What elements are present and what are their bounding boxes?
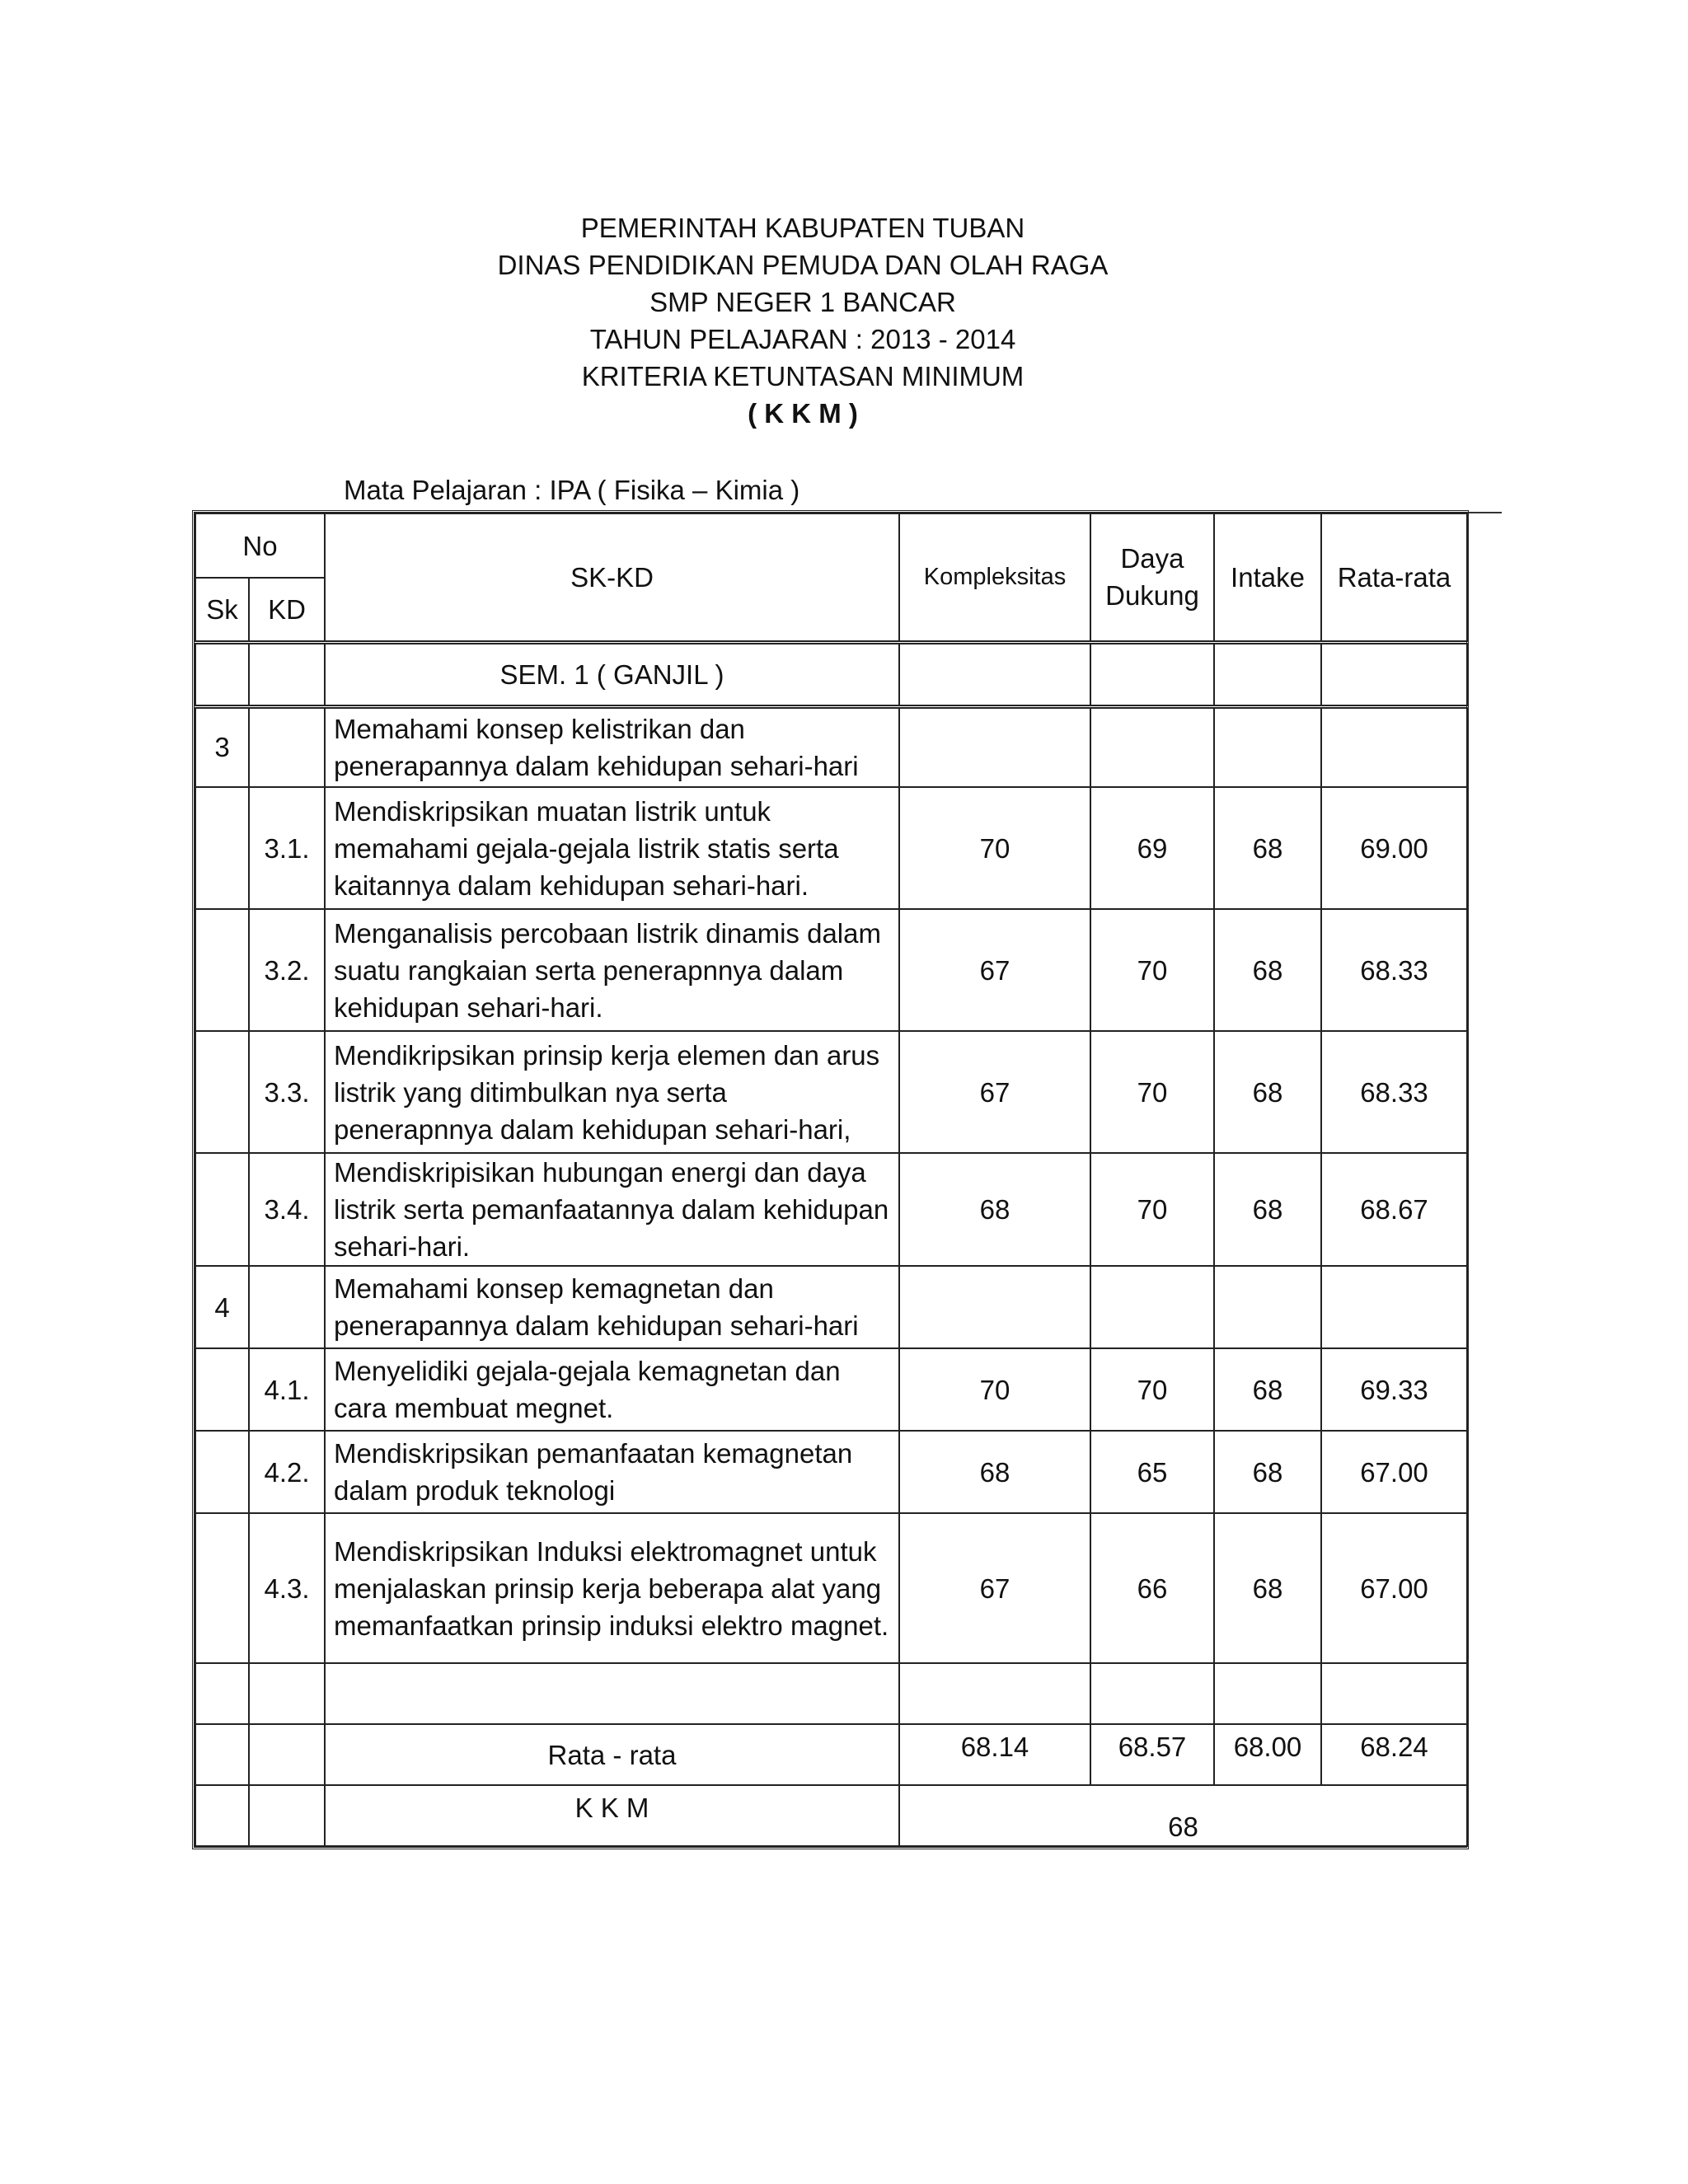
table-row bbox=[195, 1348, 1467, 1431]
average-label: Rata - rata bbox=[325, 1724, 899, 1785]
header-line-school: SMP NEGER 1 BANCAR bbox=[649, 287, 956, 317]
intake-value: 68 bbox=[1214, 1348, 1321, 1431]
kd-number bbox=[249, 706, 325, 787]
cell-empty bbox=[899, 642, 1090, 706]
skkd-text: Menganalisis percobaan listrik dinamis dalam suatu rangkaian serta penerapnnya dalam kehidupan sehari-hari. bbox=[325, 909, 899, 1031]
subject-label: Mata Pelajaran : IPA ( Fisika – Kimia ) bbox=[344, 475, 800, 505]
sk-number: 4 bbox=[195, 1266, 249, 1348]
kompleksitas-value: 68 bbox=[899, 1431, 1090, 1513]
table-row bbox=[195, 706, 1467, 787]
skkd-text: Mendikripsikan prinsip kerja elemen dan arus listrik yang ditimbulkan nya serta penerapnnya dalam kehidupan sehari-hari, bbox=[325, 1031, 899, 1153]
header-line-kkm: ( K K M ) bbox=[748, 398, 858, 429]
kompleksitas-value: 68 bbox=[899, 1153, 1090, 1266]
skkd-text: Menyelidiki gejala-gejala kemagnetan dan cara membuat megnet. bbox=[325, 1348, 899, 1431]
kompleksitas-value bbox=[899, 706, 1090, 787]
skkd-text: Mendiskripisikan hubungan energi dan daya listrik serta pemanfaatannya dalam kehidupan sehari-hari. bbox=[325, 1153, 899, 1266]
cell-empty bbox=[1321, 642, 1467, 706]
cell-empty bbox=[249, 642, 325, 706]
cell-empty bbox=[249, 1663, 325, 1724]
cell-empty bbox=[249, 1785, 325, 1846]
cell-empty bbox=[899, 1663, 1090, 1724]
skkd-text: Mendiskripsikan muatan listrik untuk memahami gejala-gejala listrik statis serta kaitannya dalam kehidupan sehari-hari. bbox=[325, 787, 899, 909]
skkd-text: Memahami konsep kemagnetan dan penerapannya dalam kehidupan sehari-hari bbox=[325, 1266, 899, 1348]
kd-number: 4.3. bbox=[249, 1513, 325, 1663]
kd-number: 4.1. bbox=[249, 1348, 325, 1431]
cell-empty bbox=[325, 1663, 899, 1724]
header-line-title: KRITERIA KETUNTASAN MINIMUM bbox=[581, 361, 1025, 391]
skkd-text: Mendiskripsikan pemanfaatan kemagnetan dalam produk teknologi bbox=[325, 1431, 899, 1513]
kkm-row bbox=[195, 1785, 1467, 1846]
cell-empty bbox=[1090, 1663, 1214, 1724]
cell-empty bbox=[1214, 642, 1321, 706]
empty-row bbox=[195, 1663, 1467, 1724]
daya-dukung-value: 70 bbox=[1090, 1348, 1214, 1431]
rata-rata-value: 67.00 bbox=[1321, 1513, 1467, 1663]
kd-number bbox=[249, 1266, 325, 1348]
table-row bbox=[195, 909, 1467, 1031]
table-row bbox=[195, 1031, 1467, 1153]
daya-dukung-value: 70 bbox=[1090, 1153, 1214, 1266]
daya-dukung-value bbox=[1090, 706, 1214, 787]
rata-rata-value: 69.00 bbox=[1321, 787, 1467, 909]
kompleksitas-value: 67 bbox=[899, 909, 1090, 1031]
average-row bbox=[195, 1724, 1467, 1785]
kkm-value: 68 bbox=[899, 1785, 1467, 1846]
kd-number: 3.1. bbox=[249, 787, 325, 909]
semester-label: SEM. 1 ( GANJIL ) bbox=[325, 642, 899, 706]
kd-number: 3.4. bbox=[249, 1153, 325, 1266]
header-line-government: PEMERINTAH KABUPATEN TUBAN bbox=[580, 213, 1025, 243]
cell-empty bbox=[195, 1724, 249, 1785]
skkd-text: Mendiskripsikan Induksi elektromagnet untuk menjalaskan prinsip kerja beberapa alat yang memanfaatkan prinsip induksi elektro magnet. bbox=[325, 1513, 899, 1663]
cell-empty bbox=[249, 1724, 325, 1785]
sk-number bbox=[195, 1431, 249, 1513]
intake-value: 68 bbox=[1214, 1153, 1321, 1266]
table-row bbox=[195, 1153, 1467, 1266]
table-row bbox=[195, 1266, 1467, 1348]
kompleksitas-value: 67 bbox=[899, 1031, 1090, 1153]
rata-rata-value: 67.00 bbox=[1321, 1431, 1467, 1513]
rata-rata-value bbox=[1321, 1266, 1467, 1348]
header-rata-rata: Rata-rata bbox=[1321, 513, 1467, 642]
daya-dukung-value: 69 bbox=[1090, 787, 1214, 909]
header-intake: Intake bbox=[1214, 513, 1321, 642]
intake-value: 68 bbox=[1214, 1031, 1321, 1153]
cell-empty bbox=[195, 642, 249, 706]
sk-number bbox=[195, 1031, 249, 1153]
kkm-label: K K M bbox=[325, 1785, 899, 1846]
daya-dukung-value: 70 bbox=[1090, 1031, 1214, 1153]
intake-value: 68 bbox=[1214, 1431, 1321, 1513]
daya-dukung-value: 66 bbox=[1090, 1513, 1214, 1663]
daya-dukung-value: 70 bbox=[1090, 909, 1214, 1031]
rata-rata-value: 68.33 bbox=[1321, 1031, 1467, 1153]
kompleksitas-value: 67 bbox=[899, 1513, 1090, 1663]
daya-dukung-value: 65 bbox=[1090, 1431, 1214, 1513]
header-line-agency: DINAS PENDIDIKAN PEMUDA DAN OLAH RAGA bbox=[497, 250, 1109, 280]
sk-number bbox=[195, 909, 249, 1031]
average-intake: 68.00 bbox=[1214, 1724, 1321, 1785]
divider bbox=[1467, 512, 1502, 513]
header-kd: KD bbox=[249, 578, 325, 642]
intake-value bbox=[1214, 706, 1321, 787]
sk-number bbox=[195, 1513, 249, 1663]
sk-number bbox=[195, 1153, 249, 1266]
header-skkd: SK-KD bbox=[325, 513, 899, 642]
document-header bbox=[0, 209, 1606, 432]
sk-number bbox=[195, 1348, 249, 1431]
header-kompleksitas: Kompleksitas bbox=[899, 513, 1090, 642]
cell-empty bbox=[1090, 642, 1214, 706]
header-no: No bbox=[195, 513, 325, 578]
intake-value: 68 bbox=[1214, 1513, 1321, 1663]
kompleksitas-value: 70 bbox=[899, 1348, 1090, 1431]
kd-number: 3.2. bbox=[249, 909, 325, 1031]
header-line-year: TAHUN PELAJARAN : 2013 - 2014 bbox=[589, 324, 1016, 354]
sk-number bbox=[195, 787, 249, 909]
average-kompleksitas: 68.14 bbox=[899, 1724, 1090, 1785]
table-row bbox=[195, 1513, 1467, 1663]
intake-value bbox=[1214, 1266, 1321, 1348]
average-daya-dukung: 68.57 bbox=[1090, 1724, 1214, 1785]
rata-rata-value bbox=[1321, 706, 1467, 787]
kompleksitas-value: 70 bbox=[899, 787, 1090, 909]
skkd-text: Memahami konsep kelistrikan dan penerapannya dalam kehidupan sehari-hari bbox=[325, 706, 899, 787]
header-daya-dukung: Daya Dukung bbox=[1090, 513, 1214, 642]
cell-empty bbox=[195, 1785, 249, 1846]
cell-empty bbox=[195, 1663, 249, 1724]
kkm-table bbox=[192, 510, 1469, 1849]
table-row bbox=[195, 787, 1467, 909]
average-rata-rata: 68.24 bbox=[1321, 1724, 1467, 1785]
rata-rata-value: 68.67 bbox=[1321, 1153, 1467, 1266]
cell-empty bbox=[1321, 1663, 1467, 1724]
rata-rata-value: 69.33 bbox=[1321, 1348, 1467, 1431]
kd-number: 4.2. bbox=[249, 1431, 325, 1513]
header-sk: Sk bbox=[195, 578, 249, 642]
sk-number: 3 bbox=[195, 706, 249, 787]
daya-dukung-value bbox=[1090, 1266, 1214, 1348]
table-row bbox=[195, 1431, 1467, 1513]
intake-value: 68 bbox=[1214, 909, 1321, 1031]
kd-number: 3.3. bbox=[249, 1031, 325, 1153]
rata-rata-value: 68.33 bbox=[1321, 909, 1467, 1031]
intake-value: 68 bbox=[1214, 787, 1321, 909]
kompleksitas-value bbox=[899, 1266, 1090, 1348]
cell-empty bbox=[1214, 1663, 1321, 1724]
